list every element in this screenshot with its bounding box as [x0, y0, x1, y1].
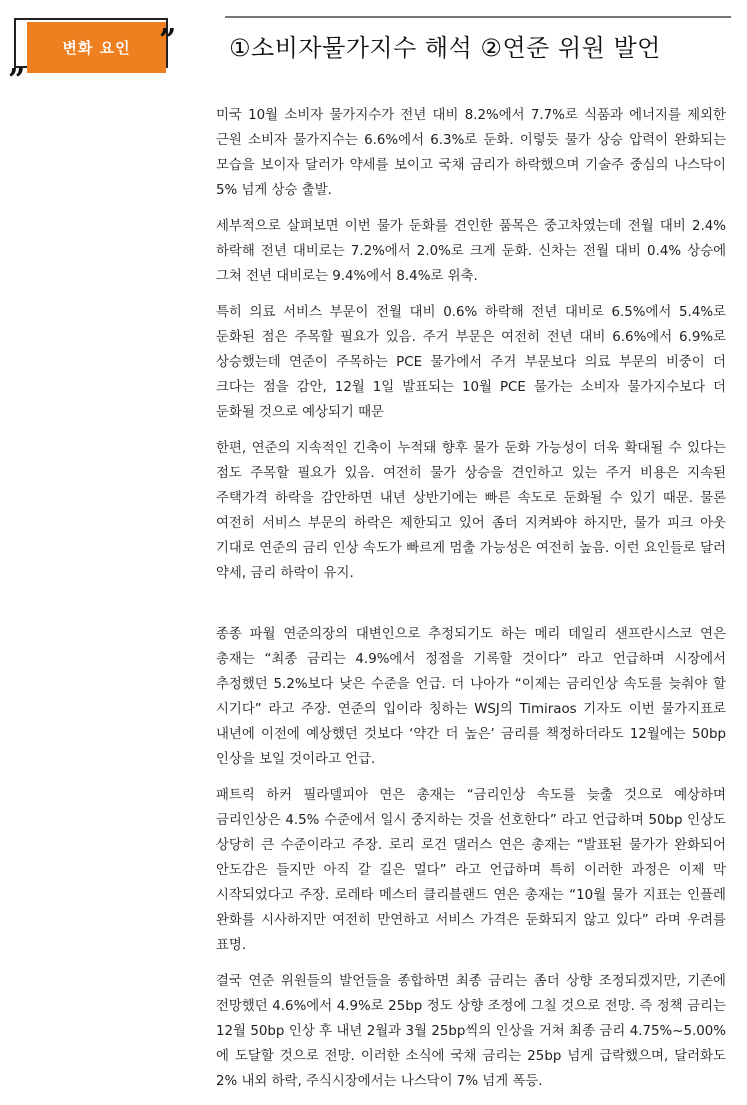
paragraph: 결국 연준 위원들의 발언들을 종합하면 최종 금리는 좀더 상향 조정되겠지만, 기존에 전망했던 4.6%에서 4.9%로 25bp 정도 상향 조정에 그칠 것으로 전망. 즉 정책 금리는 12월 50bp 인상 후 내년 2월과 3월 25bp씩의 인상을 거쳐 최종 금리 4.75%~5.00%에 도달할 것으로 전망. 이러한 소식에 국채 금리는 25bp 넘게 급락했으며, 달러화도 2% 내외 하락, 주식시장에서는 나스닥이 7% 넘게 폭등.: [216, 974, 726, 1089]
section-badge: [8, 18, 182, 98]
paragraph: 미국 10월 소비자 물가지수가 전년 대비 8.2%에서 7.7%로 식품과 에너지를 제외한 근원 소비자 물가지수는 6.6%에서 6.3%로 둔화. 이렇듯 물가 상승 압력이 완화되는 모습을 보이자 달러가 약세를 보이고 국채 금리가 하락했으며 기술주 중심의 나스닥이 5% 넘게 상승 출발.: [216, 108, 726, 198]
paragraph: 한편, 연준의 지속적인 긴축이 누적돼 향후 물가 둔화 가능성이 더욱 확대될 수 있다는 점도 주목할 필요가 있음. 여전히 물가 상승을 견인하고 있는 주거 비용은 지속된 주택가격 하락을 감안하면 내년 상반기에는 빠른 속도로 둔화될 수 있기 때문. 물론 여전히 서비스 부문의 하락은 제한되고 있어 좀더 지켜봐야 하지만, 물가 피크 아웃 기대로 연준의 금리 인상 속도가 빠르게 멈출 가능성은 여전히 높음. 이런 요인들로 달러 약세, 금리 하락이 유지.: [216, 441, 726, 581]
paragraph: 종종 파월 연준의장의 대변인으로 추정되기도 하는 메리 데일리 샌프란시스코 연은 총재는 “최종 금리는 4.9%에서 정점을 기록할 것이다” 라고 언급하며 시장에서 추정했던 5.2%보다 낮은 수준을 언급. 더 나아가 “이제는 금리인상 속도를 늦춰야 할 시기다” 라고 주장. 연준의 입이라 칭하는 WSJ의 Timiraos 기자도 이번 물가지표로 내년에 이전에 예상했던 것보다 ‘약간 더 높은’ 금리를 책정하더라도 12월에는 50bp 인상을 보일 것이라고 언급.: [216, 627, 726, 767]
paragraph: 세부적으로 살펴보면 이번 물가 둔화를 견인한 품목은 중고차였는데 전월 대비 2.4% 하락해 전년 대비로는 7.2%에서 2.0%로 크게 둔화. 신차는 전월 대비 0.4% 상승에 그쳐 전년 대비로는 9.4%에서 8.4%로 위축.: [216, 219, 726, 284]
article-body: [216, 103, 726, 1105]
paragraph: 특히 의료 서비스 부문이 전월 대비 0.6% 하락해 전년 대비로 6.5%에서 5.4%로 둔화된 점은 주목할 필요가 있음. 주거 부문은 여전히 전년 대비 6.6%에서 6.9%로 상승했는데 연준이 주목하는 PCE 물가에서 주거 부문보다 의료 부문의 비중이 더 크다는 점을 감안, 12월 1일 발표되는 10월 PCE 물가는 소비자 물가지수보다 더 둔화될 것으로 예상되기 때문: [216, 305, 726, 420]
close-quote-icon: ”: [159, 23, 177, 58]
page-title: ①소비자물가지수 해석 ②연준 위원 발언: [229, 34, 661, 62]
paragraph: 패트릭 하커 필라델피아 연은 총재는 “금리인상 속도를 늦출 것으로 예상하며 금리인상은 4.5% 수준에서 일시 중지하는 것을 선호한다” 라고 언급하며 50bp 인상도 상당히 큰 수준이라고 주장. 로리 로건 댈러스 연은 총재는 “발표된 물가가 완화되어 안도감은 들지만 아직 갈 길은 멀다” 라고 언급하며 특히 이러한 과정은 이제 막 시작되었다고 주장. 로레타 메스터 클리블랜드 연은 총재는 “10월 물가 지표는 인플레 완화를 시사하지만 여전히 만연하고 서비스 가격은 둔화되지 않고 있다” 라며 우려를 표명.: [216, 788, 726, 953]
badge-label: 변화 요인: [27, 22, 166, 73]
close-quote-icon: ”: [8, 63, 26, 98]
header-rule: [225, 16, 731, 18]
